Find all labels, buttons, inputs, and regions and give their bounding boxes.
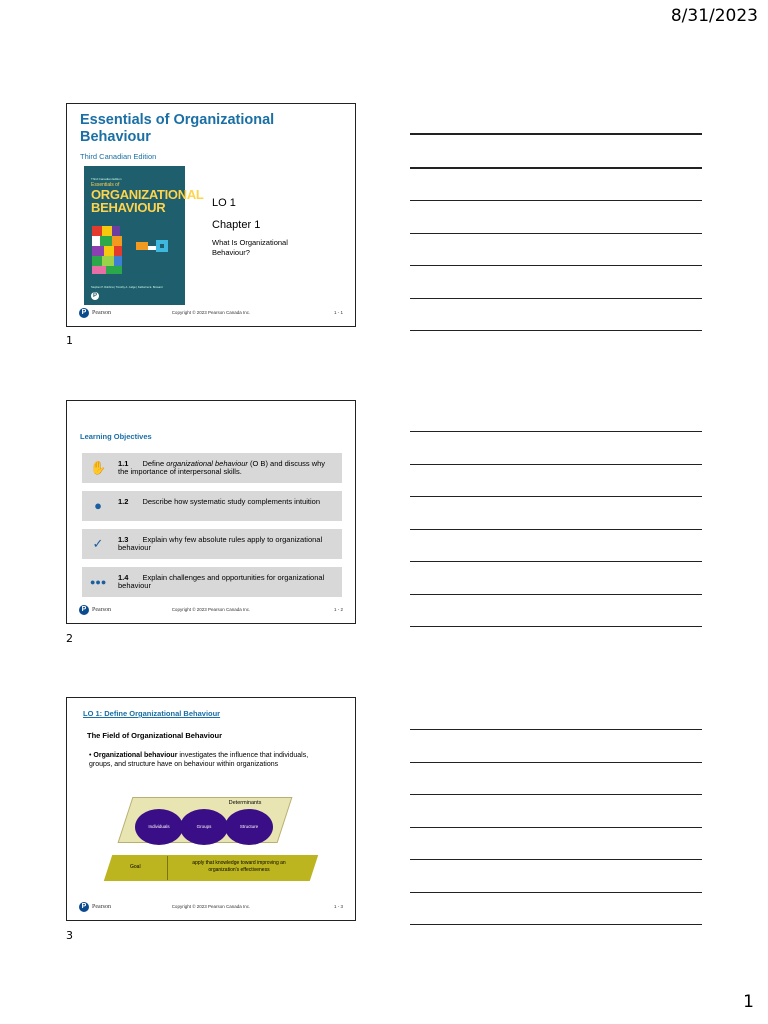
slide-1-title: Essentials of Organizational Behaviour bbox=[80, 112, 275, 145]
pearson-logo-icon: P bbox=[79, 308, 89, 318]
slide-3 bbox=[66, 697, 356, 921]
book-cover bbox=[84, 166, 204, 305]
slide-2-copyright: Copyright © 2023 Pearson Canada Inc. bbox=[171, 607, 251, 612]
definition-bullet: • Organizational behaviour investigates the influence that individuals, groups, and structure have on behaviour within organizations bbox=[89, 752, 309, 768]
pearson-logo-text: Pearson bbox=[92, 904, 111, 910]
cover-title bbox=[91, 188, 204, 214]
oval-structure: Structure bbox=[225, 809, 273, 845]
handshake-icon: ✋ bbox=[90, 460, 107, 475]
notes-lines-1 bbox=[410, 133, 702, 363]
objective-number: 1.4 bbox=[118, 573, 129, 582]
slide-1-edition: Third Canadian Edition bbox=[80, 152, 157, 161]
slide-3-page-ref: 1 - 3 bbox=[333, 904, 343, 909]
determinants-label: Determinants bbox=[228, 800, 262, 806]
slide-1-lo: LO 1 bbox=[212, 197, 236, 209]
slide-1-footer bbox=[79, 308, 343, 320]
objective-1-2: ● 1.2 Describe how systematic study complements intuition bbox=[82, 491, 342, 521]
slide-1-page-ref: 1 - 1 bbox=[333, 310, 343, 315]
learning-objectives-heading: Learning Objectives bbox=[80, 432, 152, 441]
slide-1-chapter: Chapter 1 bbox=[212, 219, 261, 231]
notes-lines-2 bbox=[410, 431, 702, 659]
checkmark-icon: ✓ bbox=[92, 536, 104, 551]
slide-3-copyright: Copyright © 2023 Pearson Canada Inc. bbox=[171, 904, 251, 909]
goal-separator bbox=[167, 856, 168, 880]
pearson-logo-text: Pearson bbox=[92, 310, 111, 316]
cover-title-line2: BEHAVIOUR bbox=[91, 200, 166, 215]
slide-1-subtitle: What Is Organizational Behaviour? bbox=[212, 238, 288, 257]
oval-individuals: Individuals bbox=[135, 809, 183, 845]
cover-title-line1: ORGANIZATIONAL bbox=[91, 187, 204, 202]
slide-2-page-ref: 1 - 2 bbox=[333, 607, 343, 612]
objective-number: 1.1 bbox=[118, 459, 129, 468]
objective-1-1: ✋ 1.1 Define organizational behaviour (O B) and discuss why the importance of interpersonal skills. bbox=[82, 453, 342, 483]
lo-1-heading: LO 1: Define Organizational Behaviour bbox=[83, 709, 221, 718]
group-icon: ●●● bbox=[90, 577, 107, 587]
cover-edition: Third Canadian Edition bbox=[91, 177, 122, 181]
field-title: The Field of Organizational Behaviour bbox=[87, 731, 223, 740]
notes-lines-3 bbox=[410, 729, 702, 957]
slide-3-footer bbox=[79, 902, 343, 914]
pearson-logo-text: Pearson bbox=[92, 607, 111, 613]
objective-1-4: ●●● 1.4 Explain challenges and opportunities for organizational behaviour bbox=[82, 567, 342, 597]
pearson-logo-icon: P bbox=[79, 902, 89, 912]
objective-number: 1.3 bbox=[118, 535, 129, 544]
objective-1-3: ✓ 1.3 Explain why few absolute rules apply to organizational behaviour bbox=[82, 529, 342, 559]
slide-1-number: 1 bbox=[66, 334, 73, 347]
slide-1-copyright: Copyright © 2023 Pearson Canada Inc. bbox=[171, 310, 251, 315]
slide-2-number: 2 bbox=[66, 632, 73, 645]
cover-authors: Stephen P. Robbins | Timothy A. Judge | Katherine E. Breward bbox=[91, 286, 163, 289]
pearson-logo-icon: P bbox=[79, 605, 89, 615]
page-number: 1 bbox=[743, 992, 754, 1012]
cover-publisher-logo: P bbox=[92, 293, 97, 299]
slide-3-number: 3 bbox=[66, 929, 73, 942]
slide-1 bbox=[66, 103, 356, 327]
cover-essentials: Essentials of bbox=[91, 182, 120, 188]
head-idea-icon: ● bbox=[94, 498, 102, 513]
oval-groups: Groups bbox=[180, 809, 228, 845]
print-date: 8/31/2023 bbox=[670, 6, 758, 26]
goal-text: apply that knowledge toward improving an organization's effectiveness bbox=[192, 860, 286, 873]
goal-label: Goal bbox=[130, 864, 141, 870]
slide-2 bbox=[66, 400, 356, 624]
slide-2-footer bbox=[79, 605, 343, 617]
objective-number: 1.2 bbox=[118, 497, 129, 506]
